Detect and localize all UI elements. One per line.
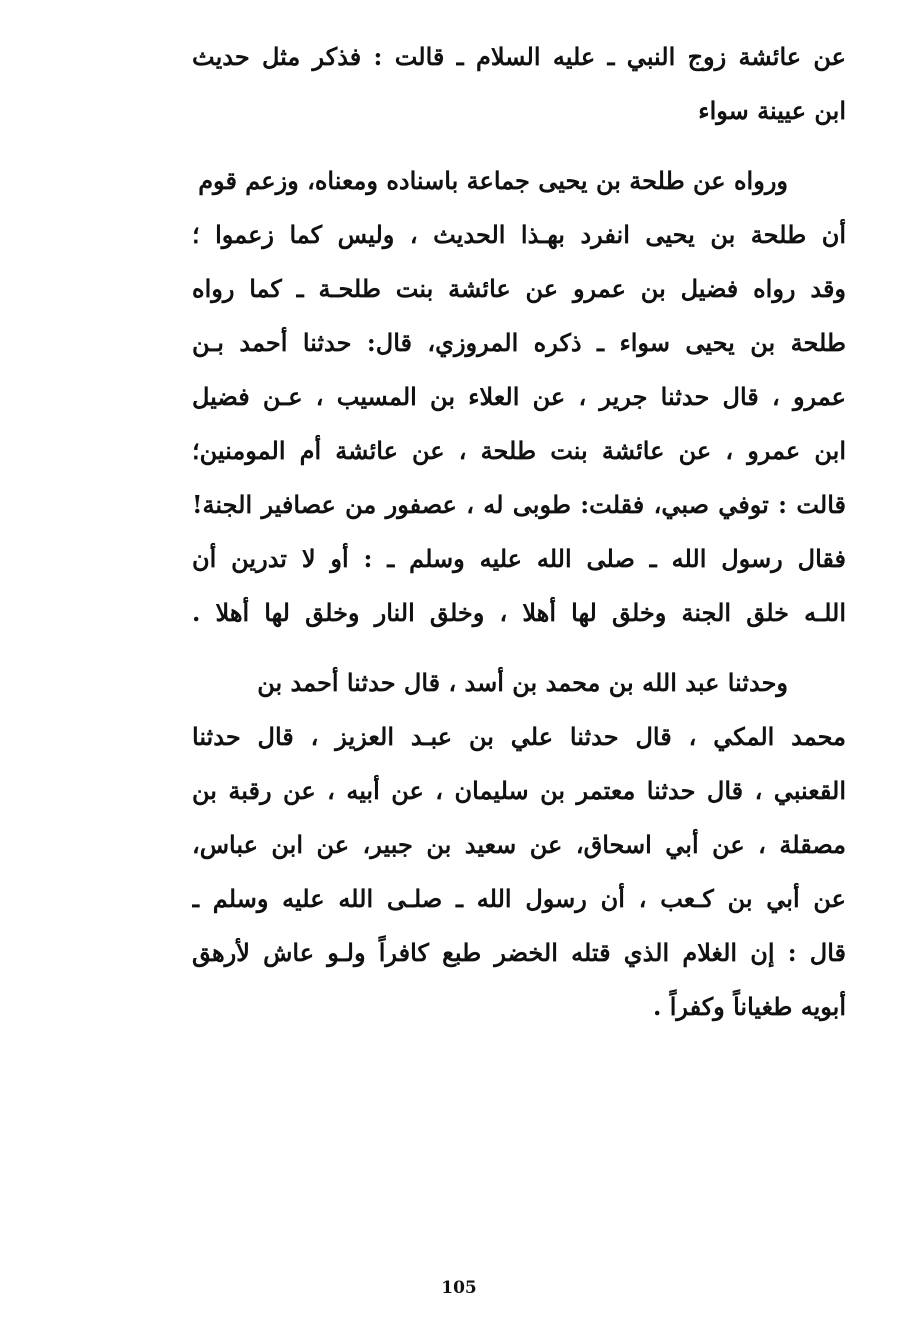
text-line: عن أبي بن كـعب ، أن رسول الله ـ صلـى الله عليه وسلم ـ: [192, 884, 846, 913]
text-line: اللـه خلق الجنة وخلق لها أهلا ، وخلق النار وخلق لها أهلا .: [192, 598, 846, 627]
text-line: مصقلة ، عن أبي اسحاق، عن سعيد بن جبير، عن ابن عباس،: [192, 830, 846, 859]
text-line: طلحة بن يحيى سواء ـ ذكره المروزي، قال: حدثنا أحمد بـن: [192, 328, 846, 357]
text-line: قال : إن الغلام الذي قتله الخضر طبع كافراً ولـو عاش لأرهق: [192, 938, 846, 967]
text-line: عن عائشة زوج النبي ـ عليه السلام ـ قالت : فذكر مثل حديث: [192, 42, 846, 71]
text-line: عمرو ، قال حدثنا جرير ، عن العلاء بن المسيب ، عـن فضيل: [192, 382, 846, 411]
paragraph-3: [192, 656, 846, 1034]
text-line: فقال رسول الله ـ صلى الله عليه وسلم ـ : أو لا تدرين أن: [192, 544, 846, 573]
text-line: وقد رواه فضيل بن عمرو عن عائشة بنت طلحـة ـ كما رواه: [192, 274, 846, 303]
text-line: ابن عمرو ، عن عائشة بنت طلحة ، عن عائشة أم المومنين؛: [192, 436, 846, 465]
text-line: أبويه طغياناً وكفراً .: [652, 992, 846, 1021]
text-line: قالت : توفي صبي، فقلت: طوبى له ، عصفور من عصافير الجنة!: [192, 490, 846, 519]
text-line: أن طلحة بن يحيى انفرد بهـذا الحديث ، وليس كما زعموا ؛: [192, 220, 846, 249]
paragraph-2: [192, 154, 846, 640]
text-line: القعنبي ، قال حدثنا معتمر بن سليمان ، عن أبيه ، عن رقبة بن: [192, 776, 846, 805]
text-line: محمد المكي ، قال حدثنا علي بن عبـد العزيز ، قال حدثنا: [192, 722, 846, 751]
text-line: وحدثنا عبد الله بن محمد بن أسد ، قال حدثنا أحمد بن: [257, 668, 788, 697]
page-number: 105: [441, 1278, 477, 1298]
text-line: ابن عيينة سواء: [698, 96, 846, 125]
text-line: ورواه عن طلحة بن يحيى جماعة باسناده ومعناه، وزعم قوم: [198, 166, 788, 195]
paragraph-1: [192, 30, 846, 138]
